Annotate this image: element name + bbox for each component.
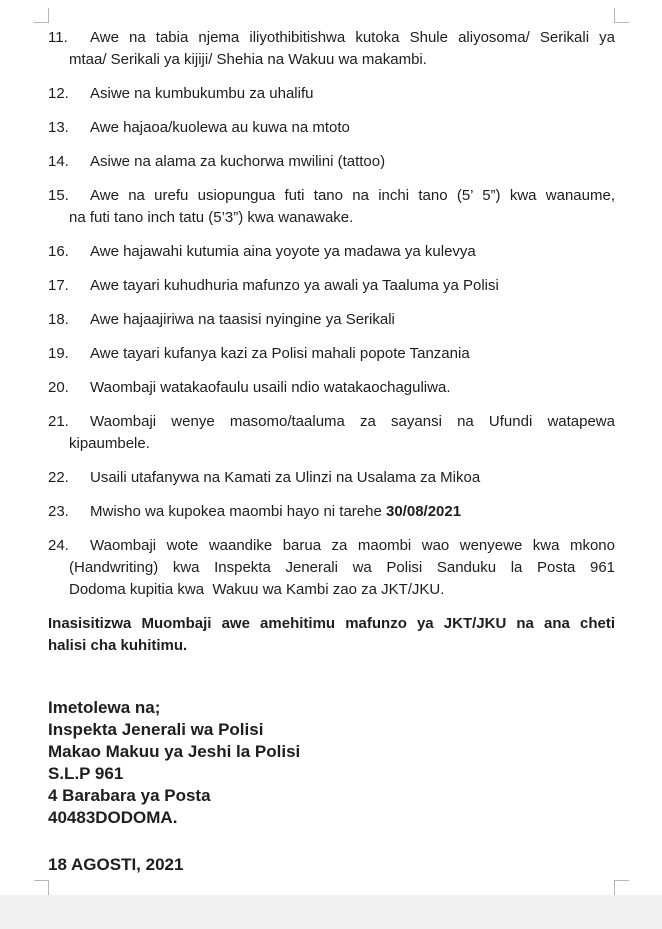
requirement-item-11 bbox=[48, 27, 615, 71]
item-number: 14. bbox=[48, 153, 69, 170]
requirement-item-21 bbox=[48, 411, 615, 455]
bottom-left-crop-mark bbox=[34, 880, 49, 895]
bottom-right-crop-mark bbox=[614, 880, 629, 895]
item-text: Waombaji wenye masomo/taaluma za sayansi na Ufundi watapewa bbox=[90, 413, 615, 430]
item-number: 15. bbox=[48, 187, 69, 204]
requirement-item-12 bbox=[48, 83, 615, 105]
item-text: na futi tano inch tatu (5’3”) kwa wanawake. bbox=[69, 209, 354, 226]
requirement-item-24 bbox=[48, 535, 615, 601]
item-number: 21. bbox=[48, 413, 69, 430]
item-number: 11. bbox=[48, 29, 68, 46]
emphasis-notice bbox=[48, 613, 615, 657]
notice-line: Inasisitizwa Muombaji awe amehitimu mafunzo ya JKT/JKU na ana cheti bbox=[48, 615, 615, 632]
requirement-item-16 bbox=[48, 241, 615, 263]
item-number: 13. bbox=[48, 119, 69, 136]
item-number: 16. bbox=[48, 243, 69, 260]
item-number: 19. bbox=[48, 345, 69, 362]
deadline-date: 30/08/2021 bbox=[386, 503, 462, 520]
requirement-item-17 bbox=[48, 275, 615, 297]
requirement-item-20 bbox=[48, 377, 615, 399]
item-number: 20. bbox=[48, 379, 69, 396]
top-left-crop-mark bbox=[34, 8, 49, 23]
document-body bbox=[48, 27, 615, 876]
item-text: kipaumbele. bbox=[69, 435, 150, 452]
issuer-po-box: S.L.P 961 bbox=[48, 764, 124, 783]
item-text: Awe na urefu usiopungua futi tano na inchi tano (5’ 5”) kwa wanaume, bbox=[90, 187, 615, 204]
notice-line: halisi cha kuhitimu. bbox=[48, 637, 188, 654]
issuer-block bbox=[48, 697, 615, 829]
requirement-item-14 bbox=[48, 151, 615, 173]
issuer-intro: Imetolewa na; bbox=[48, 698, 161, 717]
requirement-item-18 bbox=[48, 309, 615, 331]
item-text: (Handwriting) kwa Inspekta Jenerali wa Polisi Sanduku la Posta 961 bbox=[69, 559, 615, 576]
item-number: 18. bbox=[48, 311, 69, 328]
deadline-label: Mwisho wa kupokea maombi hayo ni tarehe bbox=[90, 503, 386, 520]
item-text: mtaa/ Serikali ya kijiji/ Shehia na Wakuu wa makambi. bbox=[69, 51, 427, 68]
item-text bbox=[90, 501, 615, 523]
item-number: 22. bbox=[48, 469, 69, 486]
item-text: Awe hajawahi kutumia aina yoyote ya madawa ya kulevya bbox=[90, 243, 476, 260]
item-number: 23. bbox=[48, 503, 69, 520]
requirement-item-15 bbox=[48, 185, 615, 229]
issuer-postcode-city: 40483DODOMA. bbox=[48, 808, 178, 827]
issuer-title: Inspekta Jenerali wa Polisi bbox=[48, 720, 264, 739]
requirement-item-22 bbox=[48, 467, 615, 489]
item-text: Awe hajaajiriwa na taasisi nyingine ya Serikali bbox=[90, 311, 395, 328]
requirement-item-13 bbox=[48, 117, 615, 139]
issuer-street: 4 Barabara ya Posta bbox=[48, 786, 211, 805]
item-number: 24. bbox=[48, 537, 69, 554]
requirement-item-23 bbox=[48, 501, 615, 523]
issue-date: 18 AGOSTI, 2021 bbox=[48, 855, 184, 874]
item-text: Awe tayari kuhudhuria mafunzo ya awali ya Taaluma ya Polisi bbox=[90, 277, 499, 294]
issuer-office: Makao Makuu ya Jeshi la Polisi bbox=[48, 742, 301, 761]
item-text: Asiwe na alama za kuchorwa mwilini (tattoo) bbox=[90, 153, 386, 170]
item-number: 17. bbox=[48, 277, 69, 294]
item-number: 12. bbox=[48, 85, 69, 102]
item-text: Dodoma kupitia kwa Wakuu wa Kambi zao za JKT/JKU. bbox=[69, 581, 445, 598]
page-bottom-margin bbox=[0, 895, 662, 929]
item-text: Usaili utafanywa na Kamati za Ulinzi na Usalama za Mikoa bbox=[90, 469, 481, 486]
requirement-item-19 bbox=[48, 343, 615, 365]
item-text: Asiwe na kumbukumbu za uhalifu bbox=[90, 85, 314, 102]
item-text: Awe tayari kufanya kazi za Polisi mahali popote Tanzania bbox=[90, 345, 470, 362]
item-text: Waombaji watakaofaulu usaili ndio watakaochaguliwa. bbox=[90, 379, 451, 396]
top-right-crop-mark bbox=[614, 8, 629, 23]
item-text: Waombaji wote waandike barua za maombi wao wenyewe kwa mkono bbox=[90, 537, 615, 554]
item-text: Awe na tabia njema iliyothibitishwa kutoka Shule aliyosoma/ Serikali ya bbox=[90, 29, 615, 46]
item-text: Awe hajaoa/kuolewa au kuwa na mtoto bbox=[90, 119, 350, 136]
